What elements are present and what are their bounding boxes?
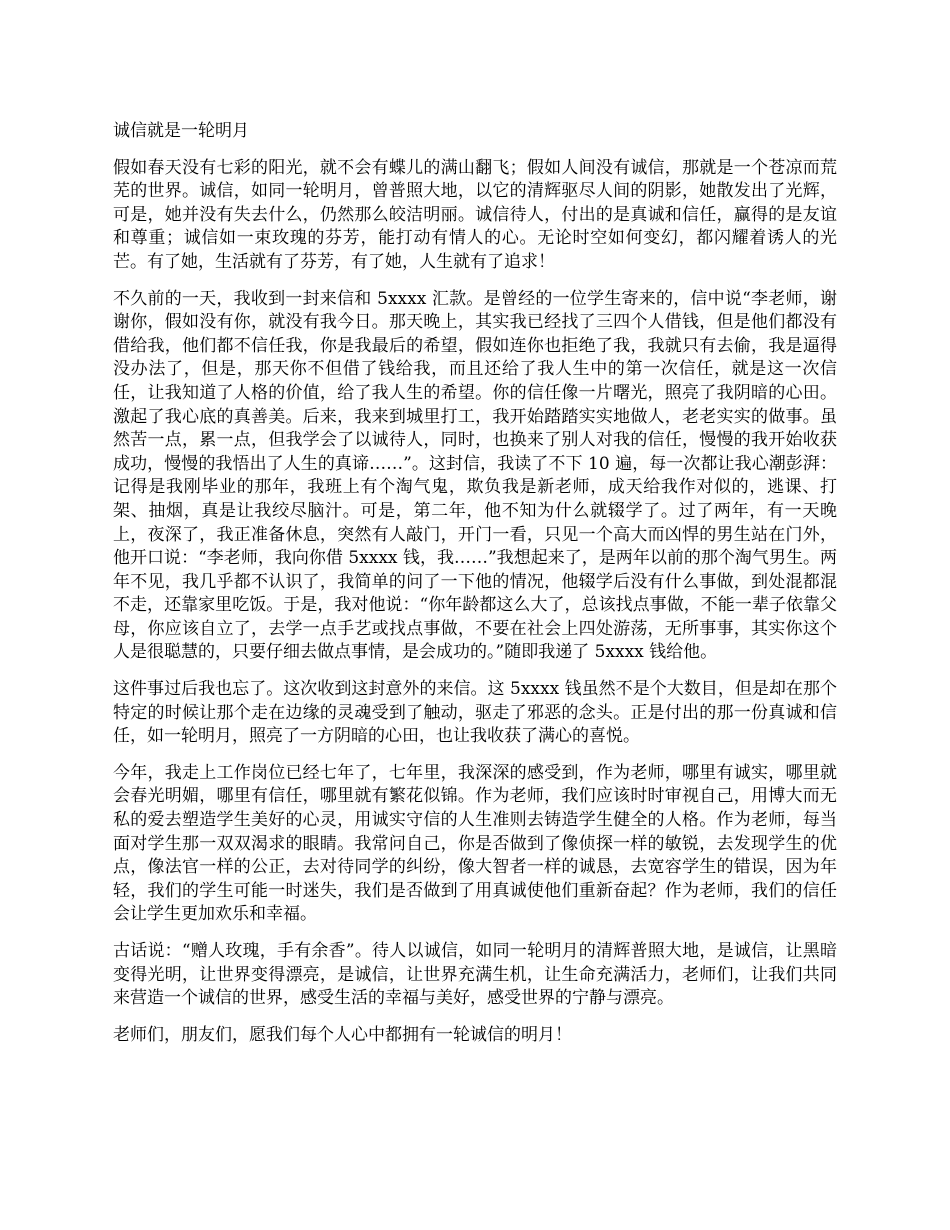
paragraph-1: 假如春天没有七彩的阳光，就不会有蝶儿的满山翻飞；假如人间没有诚信，那就是一个苍凉而荒芜的世界。诚信，如同一轮明月，曾普照大地，以它的清辉驱尽人间的阴影，她散发出了光辉，可是，她并没有失去什么，仍然那么皎洁明丽。诚信待人，付出的是真诚和信任，赢得的是友谊和尊重；诚信如一束玫瑰的芬芳，能打动有情人的心。无论时空如何变幻，都闪耀着诱人的光芒。有了她，生活就有了芬芳，有了她，人生就有了追求！ bbox=[113, 157, 837, 272]
paragraph-5: 古话说：“赠人玫瑰，手有余香”。待人以诚信，如同一轮明月的清辉普照大地，是诚信，让黑暗变得光明，让世界变得漂亮，是诚信，让世界充满生机，让生命充满活力，老师们，让我们共同来营造一个诚信的世界，感受生活的幸福与美好，感受世界的宁静与漂亮。 bbox=[113, 941, 837, 1009]
paragraph-4: 今年，我走上工作岗位已经七年了，七年里，我深深的感受到，作为老师，哪里有诚实，哪里就会春光明媚，哪里有信任，哪里就有繁花似锦。作为老师，我们应该时时审视自己，用博大而无私的爱去塑造学生美好的心灵，用诚实守信的人生准则去铸造学生健全的人格。作为老师，每当面对学生那一双双渴求的眼睛。我常问自己，你是否做到了像侦探一样的敏锐，去发现学生的优点，像法官一样的公正，去对待同学的纠纷，像大智者一样的诚恳，去宽容学生的错误，因为年轻，我们的学生可能一时迷失，我们是否做到了用真诚使他们重新奋起？作为老师，我们的信任会让学生更加欢乐和幸福。 bbox=[113, 762, 837, 925]
paragraph-2: 不久前的一天，我收到一封来信和 5xxxx 汇款。是曾经的一位学生寄来的，信中说“李老师，谢谢你，假如没有你，就没有我今日。那天晚上，其实我已经找了三四个人借钱，但是他们都没有借给我，他们都不信任我，你是我最后的希望，假如连你也拒绝了我，我就只有去偷，我是逼得没办法了，但是，那天你不但借了钱给我，而且还给了我人生中的第一次信任，就是这一次信任，让我知道了人格的价值，给了我人生的希望。你的信任像一片曙光，照亮了我阴暗的心田。激起了我心底的真善美。后来，我来到城里打工，我开始踏踏实实地做人，老老实实的做事。虽然苦一点，累一点，但我学会了以诚待人，同时，也换来了别人对我的信任，慢慢的我开始收获成功，慢慢的我悟出了人生的真谛……”。这封信，我读了不下 10 遍，每一次都让我心潮彭湃：记得是我刚毕业的那年，我班上有个淘气鬼，欺负我是新老师，成天给我作对似的，逃课、打架、抽烟，真是让我绞尽脑汁。可是，第二年，他不知为什么就辍学了。过了两年，有一天晚上，夜深了，我正准备休息，突然有人敲门，开门一看，只见一个高大而凶悍的男生站在门外，他开口说：“李老师，我向你借 5xxxx 钱，我……”我想起来了，是两年以前的那个淘气男生。两年不见，我几乎都不认识了，我简单的问了一下他的情况，他辍学后没有什么事做，到处混都混不走，还靠家里吃饭。于是，我对他说：“你年龄都这么大了，总该找点事做，不能一辈子依靠父母，你应该自立了，去学一点手艺或找点事做，不要在社会上四处游荡，无所事事，其实你这个人是很聪慧的，只要仔细去做点事情，是会成功的。”随即我递了 5xxxx 钱给他。 bbox=[113, 288, 837, 663]
paragraph-6: 老师们，朋友们，愿我们每个人心中都拥有一轮诚信的明月！ bbox=[113, 1024, 572, 1045]
document-title: 诚信就是一轮明月 bbox=[113, 121, 249, 141]
paragraph-3: 这件事过后我也忘了。这次收到这封意外的来信。这 5xxxx 钱虽然不是个大数目，但是却在那个特定的时候让那个走在边缘的灵魂受到了触动，驱走了邪恶的念头。正是付出的那一份真诚和信任，如一轮明月，照亮了一方阴暗的心田，也让我收获了满心的喜悦。 bbox=[113, 679, 837, 747]
document-page bbox=[113, 120, 837, 1060]
